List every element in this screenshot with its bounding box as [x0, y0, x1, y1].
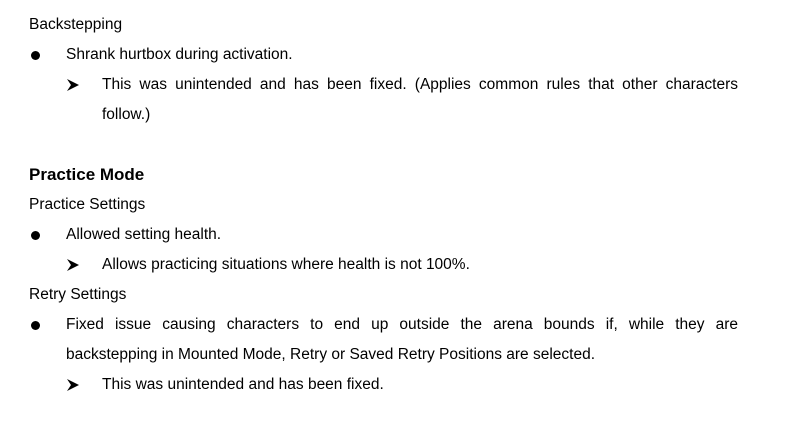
bullet-icon: [31, 321, 40, 330]
arrowhead-bullet-icon: [66, 378, 80, 392]
bullet-icon: [31, 231, 40, 240]
arrowhead-bullet-icon: [66, 78, 80, 92]
backstepping-sub-line-2: follow.): [102, 106, 151, 123]
practice-settings-sub: Allows practicing situations where health is not 100%.: [102, 256, 470, 273]
retry-settings-bullet-line-2: backstepping in Mounted Mode, Retry or Saved Retry Positions are selected.: [66, 346, 595, 363]
practice-settings-bullet: Allowed setting health.: [66, 226, 222, 243]
retry-settings-title: Retry Settings: [29, 286, 127, 303]
arrowhead-bullet-icon: [66, 258, 80, 272]
bullet-icon: [31, 51, 40, 60]
backstepping-bullet: Shrank hurtbox during activation.: [66, 46, 293, 63]
practice-settings-title: Practice Settings: [29, 196, 146, 213]
backstepping-title: Backstepping: [29, 16, 123, 33]
retry-settings-bullet-line-1: Fixed issue causing characters to end up outside the arena bounds if, while they are: [66, 316, 738, 333]
backstepping-sub-line-1: This was unintended and has been fixed. (Applies common rules that other characters: [102, 76, 738, 93]
practice-mode-heading: Practice Mode: [29, 165, 145, 184]
retry-settings-sub: This was unintended and has been fixed.: [102, 376, 384, 393]
